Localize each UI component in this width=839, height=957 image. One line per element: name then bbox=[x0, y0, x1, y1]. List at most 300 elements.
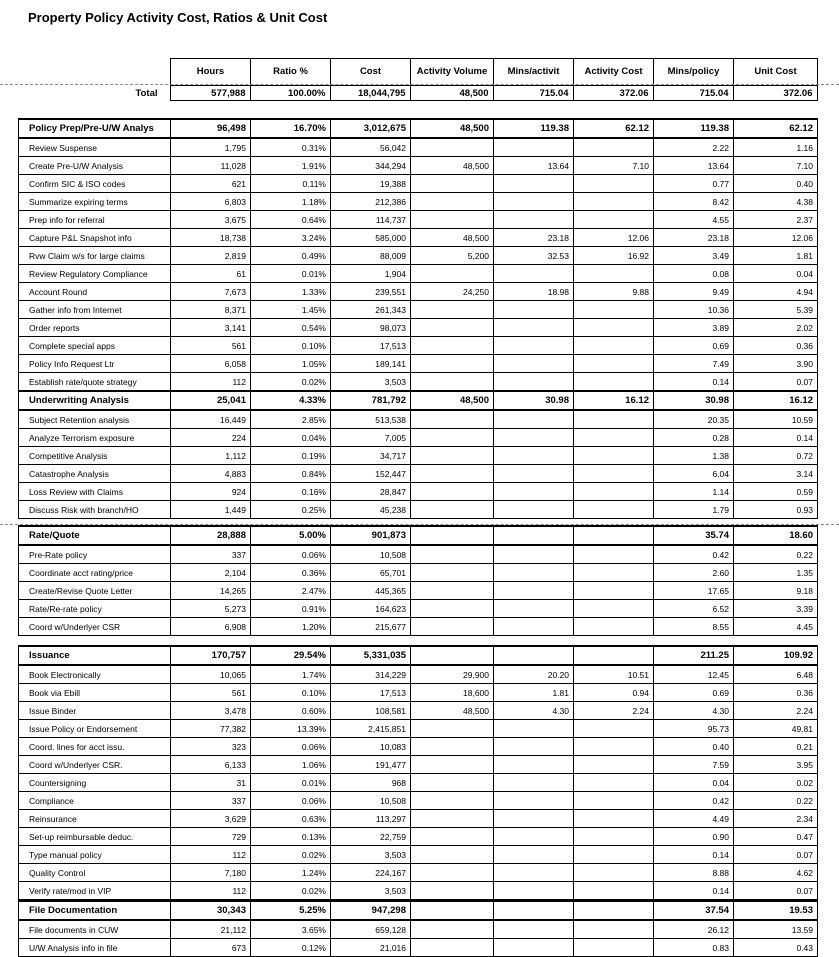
table-row bbox=[19, 618, 818, 636]
activity-cell: 7.10 bbox=[574, 157, 654, 175]
activity-cell bbox=[494, 410, 574, 429]
section-header-row bbox=[19, 119, 818, 138]
activity-label: Issue Binder bbox=[19, 702, 171, 720]
activity-cell: 20.35 bbox=[654, 410, 734, 429]
activity-cell: 513,538 bbox=[331, 410, 411, 429]
activity-cell: 0.43 bbox=[734, 939, 818, 957]
total-cell: 18,044,795 bbox=[330, 86, 410, 101]
section-header-row bbox=[19, 391, 818, 410]
activity-cell: 2.60 bbox=[654, 564, 734, 582]
activity-cell: 0.11% bbox=[251, 175, 331, 193]
activity-cell bbox=[411, 355, 494, 373]
column-header: Ratio % bbox=[251, 59, 331, 86]
activity-cell: 8.88 bbox=[654, 864, 734, 882]
activity-cell bbox=[411, 756, 494, 774]
section-total-cell: 37.54 bbox=[654, 901, 734, 920]
total-cell: 372.06 bbox=[573, 86, 653, 101]
activity-cell bbox=[574, 864, 654, 882]
activity-cell bbox=[574, 355, 654, 373]
page-title: Property Policy Activity Cost, Ratios & Unit Cost bbox=[28, 10, 328, 25]
activity-cell bbox=[574, 600, 654, 618]
table-row bbox=[19, 157, 818, 175]
activity-cell: 4.45 bbox=[734, 618, 818, 636]
total-cell: 577,988 bbox=[170, 86, 250, 101]
activity-cell bbox=[574, 175, 654, 193]
activity-cell: 0.02% bbox=[251, 882, 331, 900]
activity-cell: 1.45% bbox=[251, 301, 331, 319]
section-total-cell: 4.33% bbox=[251, 391, 331, 410]
activity-cell: 23.18 bbox=[494, 229, 574, 247]
activity-cell: 4.94 bbox=[734, 283, 818, 301]
activity-label: Discuss Risk with branch/HO bbox=[19, 501, 171, 519]
section-title: Rate/Quote bbox=[19, 526, 171, 545]
section-total-cell: 62.12 bbox=[734, 119, 818, 138]
activity-cell: 4.30 bbox=[654, 702, 734, 720]
activity-cell: 561 bbox=[171, 684, 251, 702]
section-total-cell: 48,500 bbox=[411, 391, 494, 410]
activity-cell bbox=[411, 501, 494, 519]
activity-label: Coord w/Underlyer CSR. bbox=[19, 756, 171, 774]
table-row bbox=[19, 193, 818, 211]
table-row bbox=[19, 138, 818, 157]
section-total-cell bbox=[494, 901, 574, 920]
table-row bbox=[19, 373, 818, 391]
activity-cell bbox=[574, 319, 654, 337]
activity-label: Reinsurance bbox=[19, 810, 171, 828]
activity-cell: 337 bbox=[171, 792, 251, 810]
activity-cell: 32.53 bbox=[494, 247, 574, 265]
activity-cell: 29,900 bbox=[411, 665, 494, 684]
activity-cell: 0.42 bbox=[654, 792, 734, 810]
activity-label: Establish rate/quote strategy bbox=[19, 373, 171, 391]
activity-label: Review Suspense bbox=[19, 138, 171, 157]
activity-cell bbox=[494, 175, 574, 193]
activity-cell: 12.06 bbox=[734, 229, 818, 247]
activity-cell bbox=[494, 618, 574, 636]
activity-cell bbox=[411, 211, 494, 229]
activity-cell: 2.85% bbox=[251, 410, 331, 429]
activity-cell: 0.14 bbox=[654, 373, 734, 391]
section-header-row bbox=[19, 646, 818, 665]
table-row bbox=[19, 229, 818, 247]
total-label: Total bbox=[135, 87, 158, 99]
section-total-cell: 30,343 bbox=[171, 901, 251, 920]
activity-cell bbox=[494, 774, 574, 792]
activity-cell: 2.24 bbox=[574, 702, 654, 720]
activity-cell bbox=[411, 864, 494, 882]
activity-cell: 65,701 bbox=[331, 564, 411, 582]
activity-cell bbox=[494, 265, 574, 283]
table-row bbox=[19, 600, 818, 618]
activity-cell bbox=[574, 939, 654, 957]
activity-cell bbox=[411, 193, 494, 211]
table-row bbox=[19, 483, 818, 501]
activity-cell: 10.59 bbox=[734, 410, 818, 429]
activity-cell bbox=[411, 618, 494, 636]
activity-cell bbox=[574, 810, 654, 828]
activity-cell: 112 bbox=[171, 373, 251, 391]
activity-cell: 0.64% bbox=[251, 211, 331, 229]
section-total-cell: 211.25 bbox=[654, 646, 734, 665]
activity-cell: 31 bbox=[171, 774, 251, 792]
activity-cell: 224 bbox=[171, 429, 251, 447]
activity-cell bbox=[574, 483, 654, 501]
activity-cell: 621 bbox=[171, 175, 251, 193]
activity-cell: 8.42 bbox=[654, 193, 734, 211]
section-total-cell bbox=[411, 901, 494, 920]
table-row bbox=[19, 939, 818, 957]
activity-cell: 0.40 bbox=[654, 738, 734, 756]
activity-cell: 0.36 bbox=[734, 684, 818, 702]
activity-cell bbox=[494, 564, 574, 582]
activity-cell bbox=[411, 882, 494, 900]
activity-cell: 98,073 bbox=[331, 319, 411, 337]
activity-label: Book via Ebill bbox=[19, 684, 171, 702]
activity-cell: 659,128 bbox=[331, 920, 411, 939]
activity-cell: 7,180 bbox=[171, 864, 251, 882]
activity-cell: 3.49 bbox=[654, 247, 734, 265]
activity-cell bbox=[574, 193, 654, 211]
section-total-cell: 947,298 bbox=[331, 901, 411, 920]
activity-cell: 1.35 bbox=[734, 564, 818, 582]
activity-cell: 13.64 bbox=[654, 157, 734, 175]
activity-cell: 26.12 bbox=[654, 920, 734, 939]
activity-cell bbox=[411, 410, 494, 429]
section-total-cell: 901,873 bbox=[331, 526, 411, 545]
activity-cell: 0.14 bbox=[734, 429, 818, 447]
activity-cell: 0.25% bbox=[251, 501, 331, 519]
activity-cell bbox=[494, 920, 574, 939]
activity-cell: 9.18 bbox=[734, 582, 818, 600]
table-row bbox=[19, 355, 818, 373]
activity-cell: 0.04 bbox=[654, 774, 734, 792]
activity-label: Account Round bbox=[19, 283, 171, 301]
activity-cell: 1.14 bbox=[654, 483, 734, 501]
activity-label: Review Regulatory Compliance bbox=[19, 265, 171, 283]
activity-cell: 3.24% bbox=[251, 229, 331, 247]
activity-cell bbox=[411, 939, 494, 957]
column-header: Mins/policy bbox=[654, 59, 734, 86]
activity-cell: 0.14 bbox=[654, 846, 734, 864]
activity-label: Compliance bbox=[19, 792, 171, 810]
activity-cell: 22,759 bbox=[331, 828, 411, 846]
activity-cell: 13.39% bbox=[251, 720, 331, 738]
activity-cell: 0.04% bbox=[251, 429, 331, 447]
activity-cell: 112 bbox=[171, 882, 251, 900]
section-total-cell: 62.12 bbox=[574, 119, 654, 138]
activity-cell: 0.28 bbox=[654, 429, 734, 447]
activity-cell: 1.81 bbox=[734, 247, 818, 265]
activity-label: Prep info for referral bbox=[19, 211, 171, 229]
activity-cell: 48,500 bbox=[411, 702, 494, 720]
activity-cell: 0.19% bbox=[251, 447, 331, 465]
section-total-cell bbox=[574, 526, 654, 545]
activity-cell: 6,058 bbox=[171, 355, 251, 373]
activity-cell: 0.83 bbox=[654, 939, 734, 957]
table-row bbox=[19, 810, 818, 828]
activity-label: Capture P&L Snapshot info bbox=[19, 229, 171, 247]
activity-cell: 13.64 bbox=[494, 157, 574, 175]
activity-cell: 0.10% bbox=[251, 337, 331, 355]
activity-cell bbox=[494, 792, 574, 810]
activity-cell: 215,677 bbox=[331, 618, 411, 636]
activity-cell bbox=[574, 564, 654, 582]
activity-cell bbox=[494, 846, 574, 864]
activity-cell: 0.47 bbox=[734, 828, 818, 846]
activity-cell: 7.59 bbox=[654, 756, 734, 774]
activity-cell: 8,371 bbox=[171, 301, 251, 319]
activity-cell: 673 bbox=[171, 939, 251, 957]
activity-cell bbox=[574, 501, 654, 519]
activity-cell: 0.40 bbox=[734, 175, 818, 193]
activity-cell bbox=[494, 355, 574, 373]
table-row bbox=[19, 828, 818, 846]
page-break-line bbox=[0, 84, 839, 85]
section-total-cell bbox=[411, 646, 494, 665]
activity-cell: 261,343 bbox=[331, 301, 411, 319]
activity-cell bbox=[494, 600, 574, 618]
table-row bbox=[19, 429, 818, 447]
activity-cell: 0.07 bbox=[734, 373, 818, 391]
activity-cell: 1.91% bbox=[251, 157, 331, 175]
activity-cell: 1,904 bbox=[331, 265, 411, 283]
activity-cell: 0.91% bbox=[251, 600, 331, 618]
activity-cell: 0.60% bbox=[251, 702, 331, 720]
activity-cell bbox=[494, 939, 574, 957]
activity-cell: 0.07 bbox=[734, 882, 818, 900]
activity-cell: 0.90 bbox=[654, 828, 734, 846]
activity-cell: 34,717 bbox=[331, 447, 411, 465]
activity-cell: 0.84% bbox=[251, 465, 331, 483]
table-row bbox=[19, 720, 818, 738]
activity-label: File documents in CUW bbox=[19, 920, 171, 939]
activity-cell: 2.47% bbox=[251, 582, 331, 600]
activity-cell: 1.06% bbox=[251, 756, 331, 774]
table-row bbox=[19, 864, 818, 882]
activity-cell bbox=[494, 582, 574, 600]
section-title: File Documentation bbox=[19, 901, 171, 920]
activity-cell: 77,382 bbox=[171, 720, 251, 738]
activity-cell bbox=[574, 582, 654, 600]
activity-cell: 18.98 bbox=[494, 283, 574, 301]
activity-label: Issue Policy or Endorsement bbox=[19, 720, 171, 738]
activity-label: Type manual policy bbox=[19, 846, 171, 864]
total-cell: 715.04 bbox=[653, 86, 733, 101]
activity-cell: 0.02 bbox=[734, 774, 818, 792]
activity-cell bbox=[411, 792, 494, 810]
activity-cell: 0.36% bbox=[251, 564, 331, 582]
activity-cell: 10,508 bbox=[331, 792, 411, 810]
activity-cell: 0.31% bbox=[251, 138, 331, 157]
column-header: Mins/activit bbox=[494, 59, 574, 86]
activity-cell bbox=[574, 465, 654, 483]
activity-label: Quality Control bbox=[19, 864, 171, 882]
table-row bbox=[19, 882, 818, 900]
activity-cell: 323 bbox=[171, 738, 251, 756]
section-total-cell: 3,012,675 bbox=[331, 119, 411, 138]
activity-cell bbox=[411, 175, 494, 193]
activity-cell bbox=[411, 319, 494, 337]
activity-cell bbox=[494, 882, 574, 900]
section-total-cell bbox=[494, 646, 574, 665]
section-total-cell: 5.25% bbox=[251, 901, 331, 920]
activity-cell: 114,737 bbox=[331, 211, 411, 229]
activity-cell: 3.89 bbox=[654, 319, 734, 337]
activity-cell: 7.10 bbox=[734, 157, 818, 175]
table-row bbox=[19, 247, 818, 265]
activity-cell bbox=[494, 301, 574, 319]
activity-label: Countersigning bbox=[19, 774, 171, 792]
activity-cell: 10.36 bbox=[654, 301, 734, 319]
section-total-cell: 30.98 bbox=[494, 391, 574, 410]
activity-cell: 18,600 bbox=[411, 684, 494, 702]
activity-cell bbox=[494, 319, 574, 337]
activity-cell bbox=[494, 864, 574, 882]
activity-cell bbox=[494, 465, 574, 483]
activity-cell bbox=[411, 301, 494, 319]
activity-cell: 0.22 bbox=[734, 792, 818, 810]
activity-cell: 3,478 bbox=[171, 702, 251, 720]
table-row bbox=[19, 792, 818, 810]
section-title: Issuance bbox=[19, 646, 171, 665]
activity-cell: 20.20 bbox=[494, 665, 574, 684]
activity-cell: 28,847 bbox=[331, 483, 411, 501]
activity-cell: 1.24% bbox=[251, 864, 331, 882]
activity-cell: 0.93 bbox=[734, 501, 818, 519]
activity-cell: 108,581 bbox=[331, 702, 411, 720]
activity-cell: 4.62 bbox=[734, 864, 818, 882]
activity-cell bbox=[494, 545, 574, 564]
activity-label: Gather info from Internet bbox=[19, 301, 171, 319]
activity-cell bbox=[494, 429, 574, 447]
activity-cell: 1,449 bbox=[171, 501, 251, 519]
activity-cell: 3,503 bbox=[331, 846, 411, 864]
activity-cell: 0.08 bbox=[654, 265, 734, 283]
table-row bbox=[19, 211, 818, 229]
activity-cell: 0.10% bbox=[251, 684, 331, 702]
section-total-cell bbox=[574, 901, 654, 920]
activity-label: Subject Retention analysis bbox=[19, 410, 171, 429]
activity-cell: 19,388 bbox=[331, 175, 411, 193]
activity-cell bbox=[411, 483, 494, 501]
activity-cell: 48,500 bbox=[411, 157, 494, 175]
activity-cell: 3.90 bbox=[734, 355, 818, 373]
activity-cell: 0.22 bbox=[734, 545, 818, 564]
activity-cell: 13.59 bbox=[734, 920, 818, 939]
activity-cell: 1,112 bbox=[171, 447, 251, 465]
activity-cell bbox=[574, 545, 654, 564]
activity-cell: 4.49 bbox=[654, 810, 734, 828]
section-total-cell: 16.12 bbox=[574, 391, 654, 410]
activity-cell: 1.16 bbox=[734, 138, 818, 157]
activity-cell: 445,365 bbox=[331, 582, 411, 600]
activity-cell: 189,141 bbox=[331, 355, 411, 373]
activity-label: Policy Info Request Ltr bbox=[19, 355, 171, 373]
activity-cell bbox=[574, 265, 654, 283]
activity-cell bbox=[411, 774, 494, 792]
activity-label: Book Electronically bbox=[19, 665, 171, 684]
activity-cell: 585,000 bbox=[331, 229, 411, 247]
activity-cell: 0.02% bbox=[251, 846, 331, 864]
activity-cell: 5,200 bbox=[411, 247, 494, 265]
activity-cell bbox=[411, 600, 494, 618]
activity-label: U/W Analysis info in file bbox=[19, 939, 171, 957]
activity-cell bbox=[574, 211, 654, 229]
activity-cell bbox=[574, 301, 654, 319]
activity-cell: 5.39 bbox=[734, 301, 818, 319]
section-total-cell: 19.53 bbox=[734, 901, 818, 920]
activity-cell bbox=[574, 792, 654, 810]
activity-cell bbox=[574, 828, 654, 846]
table-row bbox=[19, 920, 818, 939]
section-total-cell: 119.38 bbox=[494, 119, 574, 138]
activity-cell bbox=[411, 429, 494, 447]
activity-cell: 61 bbox=[171, 265, 251, 283]
activity-cell: 3,675 bbox=[171, 211, 251, 229]
activity-cell: 0.16% bbox=[251, 483, 331, 501]
activity-label: Pre-Rate policy bbox=[19, 545, 171, 564]
activity-cell bbox=[574, 774, 654, 792]
activity-cell: 0.59 bbox=[734, 483, 818, 501]
activity-cell: 1.18% bbox=[251, 193, 331, 211]
activity-label: Catastrophe Analysis bbox=[19, 465, 171, 483]
activity-cell: 88,009 bbox=[331, 247, 411, 265]
section-table bbox=[18, 118, 818, 391]
activity-cell bbox=[411, 373, 494, 391]
activity-cell: 0.06% bbox=[251, 545, 331, 564]
table-row bbox=[19, 564, 818, 582]
activity-cell: 3.39 bbox=[734, 600, 818, 618]
activity-cell bbox=[494, 447, 574, 465]
activity-cell: 17.65 bbox=[654, 582, 734, 600]
section-total-cell bbox=[574, 646, 654, 665]
activity-cell: 4.30 bbox=[494, 702, 574, 720]
section-table bbox=[18, 525, 818, 636]
table-row bbox=[19, 501, 818, 519]
activity-cell bbox=[411, 920, 494, 939]
activity-cell bbox=[574, 846, 654, 864]
activity-cell: 95.73 bbox=[654, 720, 734, 738]
activity-cell: 113,297 bbox=[331, 810, 411, 828]
table-row bbox=[19, 301, 818, 319]
activity-cell: 10.51 bbox=[574, 665, 654, 684]
total-cell: 715.04 bbox=[493, 86, 573, 101]
table-row bbox=[19, 337, 818, 355]
activity-cell bbox=[494, 373, 574, 391]
activity-cell: 49.81 bbox=[734, 720, 818, 738]
activity-cell bbox=[411, 582, 494, 600]
activity-cell: 6.04 bbox=[654, 465, 734, 483]
activity-cell: 3,503 bbox=[331, 882, 411, 900]
activity-cell: 0.49% bbox=[251, 247, 331, 265]
activity-cell: 1.81 bbox=[494, 684, 574, 702]
activity-cell: 239,551 bbox=[331, 283, 411, 301]
column-header: Unit Cost bbox=[734, 59, 818, 86]
activity-cell: 2.34 bbox=[734, 810, 818, 828]
section-table bbox=[18, 645, 818, 900]
activity-cell: 1.05% bbox=[251, 355, 331, 373]
activity-cell: 0.69 bbox=[654, 337, 734, 355]
column-header: Hours bbox=[171, 59, 251, 86]
table-row bbox=[19, 283, 818, 301]
table-row bbox=[19, 265, 818, 283]
table-row bbox=[19, 465, 818, 483]
activity-label: Create Pre-U/W Analysis bbox=[19, 157, 171, 175]
activity-cell: 0.02% bbox=[251, 373, 331, 391]
table-row bbox=[19, 738, 818, 756]
activity-label: Coord w/Underlyer CSR bbox=[19, 618, 171, 636]
activity-cell: 24,250 bbox=[411, 283, 494, 301]
